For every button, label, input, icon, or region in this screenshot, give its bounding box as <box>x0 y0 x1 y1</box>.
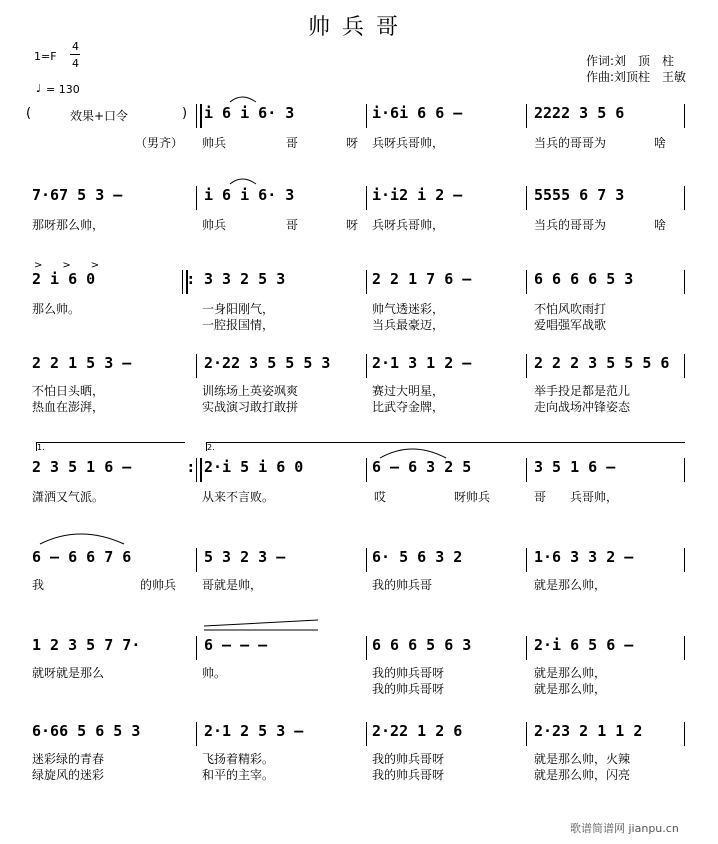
lyricist: 作词:刘 顶 柱 <box>586 54 675 68</box>
lyric: 我的帅兵哥 <box>372 578 433 592</box>
measure-notes: i 6 i 6· 3 <box>204 104 295 122</box>
lyric: 实战演习敢打敢拼 <box>202 400 299 414</box>
lyric: 的帅兵 <box>140 578 177 592</box>
lyric: 迷彩绿的青春 <box>32 752 105 766</box>
composer: 作曲:刘顶柱 王敏 <box>586 70 687 84</box>
lyric: 当兵的哥哥为 <box>534 218 607 232</box>
slur <box>380 449 446 458</box>
lyric: 啥 <box>654 218 667 232</box>
lyric: 爱唱强军战歌 <box>534 318 607 332</box>
lyric: 我的帅兵哥呀 <box>372 752 445 766</box>
key-signature: 1=F <box>34 50 57 63</box>
measure-notes: 7·67 5 3 – <box>32 186 123 204</box>
measure-notes: 2 2 1 7 6 – <box>372 270 472 288</box>
lyric: 当兵的哥哥为 <box>534 136 607 150</box>
lyric: 和平的主宰。 <box>202 768 275 782</box>
volta-1: 1. <box>36 442 185 451</box>
lyric: 飞扬着精彩。 <box>202 752 275 766</box>
lyric: 一腔报国情， <box>202 318 275 332</box>
time-signature-bottom: 4 <box>72 57 79 70</box>
slur <box>230 179 256 184</box>
lyric: 举手投足都是范儿 <box>534 384 631 398</box>
lyric: 帅。 <box>202 666 227 680</box>
lyric: 哥 <box>286 136 299 150</box>
watermark: 歌谱简谱网 jianpu.cn <box>570 822 679 835</box>
measure-notes: 2 2 2 3 5 5 5 6 <box>534 354 670 372</box>
measure-notes: i·i2 i 2 – <box>372 186 463 204</box>
lyric: 从来不言败。 <box>202 490 275 504</box>
measure-notes: 2·i 5 i 6 0 <box>204 458 304 476</box>
lyric: 哥就是帅， <box>202 578 263 592</box>
lyric: 赛过大明星， <box>372 384 445 398</box>
lyric: 呀帅兵 <box>454 490 491 504</box>
lyric: 一身阳刚气， <box>202 302 275 316</box>
lyric: 哥 <box>534 490 547 504</box>
measure-notes: i·6i 6 6 – <box>372 104 463 122</box>
measure-notes: 5 3 2 3 – <box>204 548 286 566</box>
time-signature-top: 4 <box>72 40 79 53</box>
lyric: 潇洒又气派。 <box>32 490 105 504</box>
measure-notes: 3 5 1 6 – <box>534 458 616 476</box>
lyric: 不怕风吹雨打 <box>534 302 607 316</box>
measure-notes: 2 2 1 5 3 – <box>32 354 132 372</box>
repeat-dots: : <box>188 272 194 288</box>
measure-notes: 2222 3 5 6 <box>534 104 625 122</box>
page-title: 帅兵哥 <box>307 15 410 40</box>
measure-notes: 6 6 6 6 5 3 <box>534 270 634 288</box>
lyric: 训练场上英姿飒爽 <box>202 384 299 398</box>
lyric: 就是那么帅，火辣 <box>534 752 631 766</box>
measure-notes: 2·1 3 1 2 – <box>372 354 472 372</box>
slur <box>230 97 256 102</box>
lyric: 哎 <box>374 490 387 504</box>
lyric: 兵呀兵哥帅， <box>372 218 445 232</box>
slur <box>40 534 124 544</box>
lyric: 热血在澎湃， <box>32 400 105 414</box>
crescendo-mark <box>204 620 318 630</box>
lyric: 走向战场冲锋姿态 <box>534 400 631 414</box>
voice-label: （男齐） <box>135 136 184 150</box>
tempo-note-icon: ♩ <box>36 82 42 95</box>
measure-notes: 2·i 6 5 6 – <box>534 636 634 654</box>
measure-notes: 2 3 5 1 6 – <box>32 458 132 476</box>
measure-notes: i 6 i 6· 3 <box>204 186 295 204</box>
lyric: 呀 <box>346 218 359 232</box>
lyric: 那么帅。 <box>32 302 81 316</box>
measure-notes: 1 2 3 5 7 7· <box>32 636 141 654</box>
measure-notes: 6 – – – <box>204 636 268 654</box>
measure-notes: 2 i 6 0 <box>32 270 96 288</box>
lyric: 兵呀兵哥帅， <box>372 136 445 150</box>
lyric: 呀 <box>346 136 359 150</box>
lyric: 就是那么帅，闪亮 <box>534 768 631 782</box>
measure-notes: 1·6 3 3 2 – <box>534 548 634 566</box>
lyric: 比武夺金牌， <box>372 400 445 414</box>
intro-label: 效果+口令 <box>70 109 129 123</box>
lyric: 哥 <box>286 218 299 232</box>
lyric: 帅气透迷彩， <box>372 302 445 316</box>
lyric: 我的帅兵哥呀 <box>372 682 445 696</box>
lyric: 帅兵 <box>202 136 227 150</box>
measure-notes: 3 3 2 5 3 <box>204 270 286 288</box>
lyric: 我的帅兵哥呀 <box>372 666 445 680</box>
lyric: 就是那么帅， <box>534 666 607 680</box>
intro-close-paren: ) <box>182 106 188 121</box>
intro-open-paren: ( <box>26 106 32 121</box>
measure-notes: 2·22 3 5 5 5 3 <box>204 354 331 372</box>
lyric: 兵哥帅， <box>570 490 619 504</box>
measure-notes: 6 – 6 3 2 5 <box>372 458 472 476</box>
measure-notes: 2·23 2 1 1 2 <box>534 722 643 740</box>
measure-notes: 6· 5 6 3 2 <box>372 548 463 566</box>
tempo-marking: = 130 <box>46 83 80 96</box>
lyric: 帅兵 <box>202 218 227 232</box>
measure-notes: 2·1 2 5 3 – <box>204 722 304 740</box>
accent-marks: > > > <box>34 260 100 271</box>
lyric: 当兵最豪迈， <box>372 318 445 332</box>
measure-notes: 6 – 6 6 7 6 <box>32 548 132 566</box>
measure-notes: 2·22 1 2 6 <box>372 722 463 740</box>
lyric: 啥 <box>654 136 667 150</box>
lyric: 我的帅兵哥呀 <box>372 768 445 782</box>
repeat-dots: : <box>188 460 194 476</box>
lyric: 就是那么帅， <box>534 578 607 592</box>
measure-notes: 6 6 6 5 6 3 <box>372 636 472 654</box>
lyric: 绿旋风的迷彩 <box>32 768 105 782</box>
volta-2: 2. <box>206 442 685 451</box>
lyric: 我 <box>32 578 45 592</box>
lyric: 就呀就是那么 <box>32 666 105 680</box>
lyric: 就是那么帅， <box>534 682 607 696</box>
lyric: 不怕日头晒， <box>32 384 105 398</box>
measure-notes: 6·66 5 6 5 3 <box>32 722 141 740</box>
measure-notes: 5555 6 7 3 <box>534 186 625 204</box>
lyric: 那呀那么帅， <box>32 218 105 232</box>
